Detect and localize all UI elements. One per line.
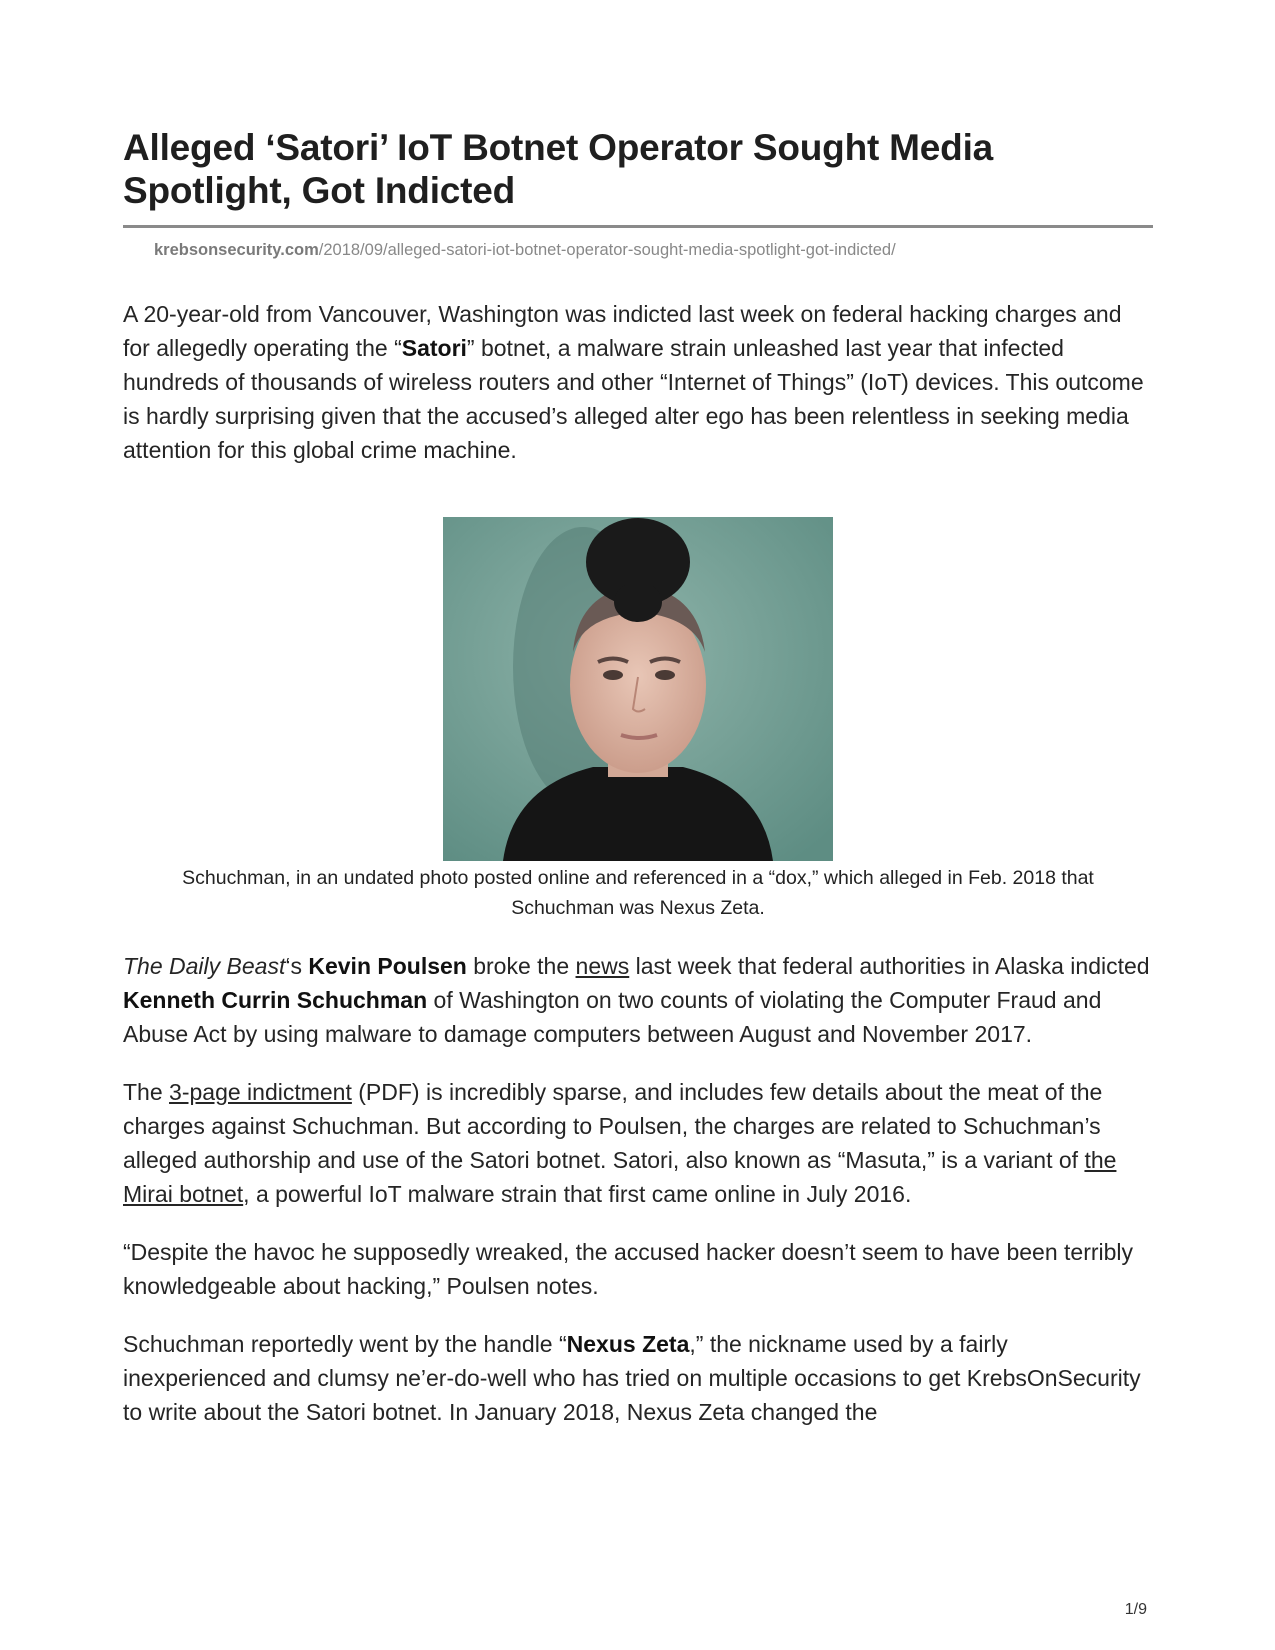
p2-text-d: of Washington on two counts of violating the Computer Fraud and Abuse Act by using malware to damage computers between August and November 2017. xyxy=(123,987,1102,1047)
article-title: Alleged ‘Satori’ IoT Botnet Operator Sought Media Spotlight, Got Indicted xyxy=(123,127,994,211)
paragraph-3 xyxy=(123,1075,1153,1211)
paragraph-2 xyxy=(123,949,1153,1051)
title-divider xyxy=(123,225,1153,228)
p2-text-b: broke the xyxy=(466,953,576,979)
person-name-poulsen: Kevin Poulsen xyxy=(308,953,467,979)
figure-caption: Schuchman, in an undated photo posted online and referenced in a “dox,” which alleged in Feb. 2018 that Schuchman was Nexus Zeta. xyxy=(182,867,1094,919)
indictment-link[interactable]: 3-page indictment xyxy=(169,1079,352,1105)
publication-name: The Daily Beast xyxy=(123,953,286,979)
p1-bold-satori: Satori xyxy=(401,335,467,361)
mirai-botnet-link[interactable]: the Mirai botnet xyxy=(123,1147,1117,1207)
p2-text-c: last week that federal authorities in Alaska indicted xyxy=(629,953,1150,979)
p5-text-c: ,” the nickname used by a fairly inexperienced and clumsy ne’er-do-well who has tried on multiple occasions to get KrebsOnSecurity to write about the Satori botnet. In January 2018, Nexus Zeta changed the xyxy=(123,1331,1141,1425)
article xyxy=(123,126,1153,1453)
source-url[interactable] xyxy=(154,240,1153,260)
person-name-schuchman: Kenneth Currin Schuchman xyxy=(123,987,428,1013)
suspect-photo xyxy=(443,517,833,861)
p5-text-a: Schuchman reportedly went by the handle “ xyxy=(123,1331,567,1357)
paragraph-5 xyxy=(123,1327,1153,1429)
handle-nexus-zeta: Nexus Zeta xyxy=(566,1331,690,1357)
p1-text-c: ” botnet, a malware strain unleashed last year that infected hundreds of thousands of wireless routers and other “Internet of Things” (IoT) devices. This outcome is hardly surprising given that the accused’s alleged alter ego has been relentless in seeking media attention for this global crime machine. xyxy=(123,335,1144,463)
p2-text-a: ‘s xyxy=(285,953,309,979)
article-figure xyxy=(123,517,1153,923)
p3-text-b: (PDF) is incredibly sparse, and includes few details about the meat of the charges against Schuchman. But according to Poulsen, the charges are related to Schuchman’s alleged authorship and use of the Satori botnet. Satori, also known as “Masuta,” is a variant of xyxy=(123,1079,1103,1173)
p3-text-a: The xyxy=(123,1079,170,1105)
paragraph-4: “Despite the havoc he supposedly wreaked, the accused hacker doesn’t seem to have been terribly knowledgeable about hacking,” Poulsen notes. xyxy=(123,1239,1134,1299)
paragraph-1 xyxy=(123,297,1153,467)
p1-text-a: A 20-year-old from Vancouver, Washington was indicted last week on federal hacking charges and for allegedly operating the “ xyxy=(123,301,1122,361)
page-number: 1/9 xyxy=(1124,1601,1147,1618)
news-link[interactable]: news xyxy=(575,953,630,979)
p3-text-c: , a powerful IoT malware strain that first came online in July 2016. xyxy=(243,1181,912,1207)
url-domain[interactable]: krebsonsecurity.com xyxy=(154,241,319,259)
url-path[interactable]: /2018/09/alleged-satori-iot-botnet-operator-sought-media-spotlight-got-indicted/ xyxy=(318,241,896,259)
